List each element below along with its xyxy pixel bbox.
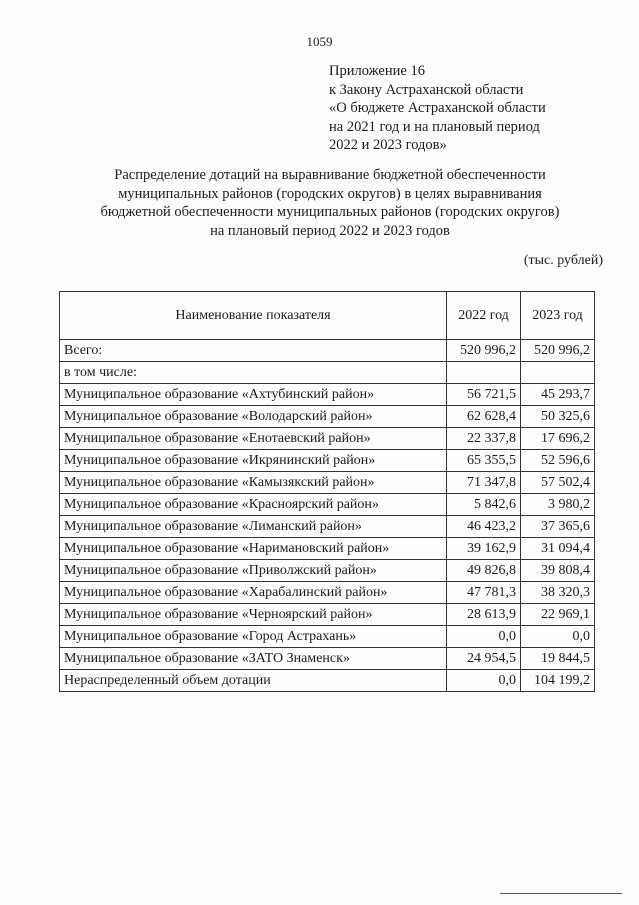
row-2023-cell: 37 365,6 [521,516,595,538]
table-row [60,626,595,648]
appendix-line: «О бюджете Астраханской области [329,100,546,116]
row-name-cell: Муниципальное образование «Володарский район» [60,406,447,428]
appendix-block [329,62,546,155]
page-number: 1059 [306,34,333,49]
table-row [60,428,595,450]
row-name-cell: Муниципальное образование «ЗАТО Знаменск» [60,648,447,670]
row-name-cell: Муниципальное образование «Харабалинский район» [60,582,447,604]
row-name-cell: Нераспределенный объем дотации [60,670,447,692]
row-2023-cell: 520 996,2 [521,340,595,362]
header-indicator: Наименование показателя [60,292,447,340]
title-line: на плановый период 2022 и 2023 годов [210,222,450,239]
row-2023-cell: 22 969,1 [521,604,595,626]
table-row [60,670,595,692]
table-row [60,560,595,582]
appendix-line: 2022 и 2023 годов» [329,137,447,153]
table-row [60,450,595,472]
row-2022-cell: 49 826,8 [447,560,521,582]
row-2022-cell: 28 613,9 [447,604,521,626]
row-name-cell: Муниципальное образование «Город Астрахань» [60,626,447,648]
row-2023-cell: 39 808,4 [521,560,595,582]
table-header-row [60,292,595,340]
table-row [60,472,595,494]
table-row [60,494,595,516]
row-2022-cell: 0,0 [447,626,521,648]
row-2022-cell: 24 954,5 [447,648,521,670]
table-row [60,406,595,428]
header-2023: 2023 год [521,292,595,340]
row-name-cell: Муниципальное образование «Черноярский район» [60,604,447,626]
table-body [60,340,595,692]
row-2022-cell: 0,0 [447,670,521,692]
table-row [60,384,595,406]
document-title [60,166,600,240]
subsidy-table [59,291,595,692]
row-name-cell: Муниципальное образование «Наримановский район» [60,538,447,560]
row-2023-cell: 38 320,3 [521,582,595,604]
row-name-cell: Муниципальное образование «Енотаевский район» [60,428,447,450]
row-2022-cell: 65 355,5 [447,450,521,472]
row-2022-cell [447,362,521,384]
row-name-cell: Муниципальное образование «Лиманский район» [60,516,447,538]
row-2023-cell: 50 325,6 [521,406,595,428]
row-2023-cell: 3 980,2 [521,494,595,516]
row-name-cell: Муниципальное образование «Икрянинский район» [60,450,447,472]
row-2023-cell: 52 596,6 [521,450,595,472]
row-2022-cell: 71 347,8 [447,472,521,494]
row-2023-cell: 104 199,2 [521,670,595,692]
row-2023-cell: 17 696,2 [521,428,595,450]
footer-rule [500,893,622,894]
row-name-cell: Муниципальное образование «Ахтубинский район» [60,384,447,406]
row-name-cell: в том числе: [60,362,447,384]
title-line: Распределение дотаций на выравнивание бюджетной обеспеченности [114,167,546,183]
table-row [60,362,595,384]
table-row [60,538,595,560]
table-row [60,340,595,362]
table-row [60,604,595,626]
row-2022-cell: 47 781,3 [447,582,521,604]
table-row [60,648,595,670]
units-label: (тыс. рублей) [523,253,603,268]
table-row [60,582,595,604]
row-2023-cell: 19 844,5 [521,648,595,670]
row-name-cell: Муниципальное образование «Камызякский район» [60,472,447,494]
row-2022-cell: 520 996,2 [447,340,521,362]
appendix-line: на 2021 год и на плановый период [329,118,540,135]
row-2022-cell: 5 842,6 [447,494,521,516]
table-row [60,516,595,538]
row-2023-cell: 45 293,7 [521,384,595,406]
row-2023-cell: 31 094,4 [521,538,595,560]
header-2022: 2022 год [447,292,521,340]
row-2022-cell: 22 337,8 [447,428,521,450]
appendix-line: Приложение 16 [329,63,425,79]
row-name-cell: Муниципальное образование «Красноярский район» [60,494,447,516]
row-2022-cell: 46 423,2 [447,516,521,538]
row-2022-cell: 56 721,5 [447,384,521,406]
row-2022-cell: 62 628,4 [447,406,521,428]
row-2023-cell: 57 502,4 [521,472,595,494]
row-2023-cell [521,362,595,384]
row-name-cell: Всего: [60,340,447,362]
title-line: муниципальных районов (городских округов) в целях выравнивания [118,185,542,202]
row-2023-cell: 0,0 [521,626,595,648]
appendix-line: к Закону Астраханской области [329,81,524,98]
row-2022-cell: 39 162,9 [447,538,521,560]
row-name-cell: Муниципальное образование «Приволжский район» [60,560,447,582]
title-line: бюджетной обеспеченности муниципальных районов (городских округов) [100,204,560,220]
